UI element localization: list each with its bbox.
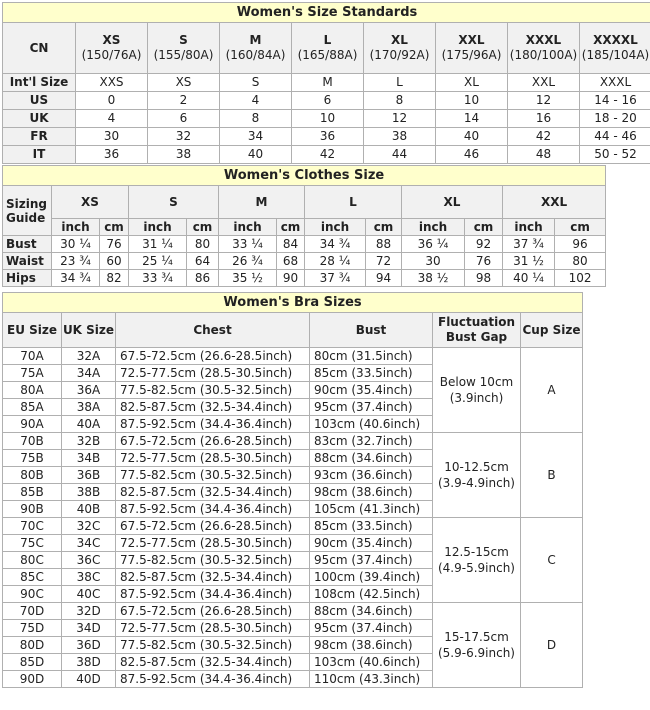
table-cell: 6 xyxy=(148,110,220,128)
bust-cell: 95cm (37.4inch) xyxy=(310,620,433,637)
table-cell: 36 ¼ xyxy=(402,236,465,253)
table-cell: 31 ½ xyxy=(503,253,555,270)
chest-cell: 72.5-77.5cm (28.5-30.5inch) xyxy=(116,620,310,637)
eu-size-cell: 85C xyxy=(3,569,62,586)
bust-gap-cell: Below 10cm (3.9inch) xyxy=(433,348,521,433)
table-cell: 96 xyxy=(555,236,606,253)
table-cell: 44 - 46 xyxy=(580,128,650,146)
table-cell: 38 xyxy=(148,146,220,164)
uk-size-cell: 34A xyxy=(62,365,116,382)
chest-cell: 87.5-92.5cm (34.4-36.4inch) xyxy=(116,416,310,433)
row-label: Int'l Size xyxy=(3,74,76,92)
uk-size-cell: 40C xyxy=(62,586,116,603)
unit-cm-header: cm xyxy=(187,219,219,236)
uk-size-cell: 40B xyxy=(62,501,116,518)
eu-size-cell: 90D xyxy=(3,671,62,688)
uk-size-cell: 32B xyxy=(62,433,116,450)
uk-size-cell: 38B xyxy=(62,484,116,501)
table-row xyxy=(3,146,650,164)
table-cell: 90 xyxy=(277,270,305,287)
size-standards-table xyxy=(2,2,650,164)
table-cell: 76 xyxy=(465,253,503,270)
table-cell: L xyxy=(364,74,436,92)
unit-cm-header: cm xyxy=(277,219,305,236)
table-cell: 50 - 52 xyxy=(580,146,650,164)
chest-cell: 67.5-72.5cm (26.6-28.5inch) xyxy=(116,518,310,535)
row-label: US xyxy=(3,92,76,110)
table-cell: 40 xyxy=(220,146,292,164)
table-cell: 68 xyxy=(277,253,305,270)
size-header: XL xyxy=(402,186,503,219)
cn-size-label: XS xyxy=(102,33,121,47)
chest-cell: 67.5-72.5cm (26.6-28.5inch) xyxy=(116,348,310,365)
bust-cell: 95cm (37.4inch) xyxy=(310,552,433,569)
bust-gap-cell: 10-12.5cm (3.9-4.9inch) xyxy=(433,433,521,518)
bust-cell: 95cm (37.4inch) xyxy=(310,399,433,416)
eu-size-cell: 75B xyxy=(3,450,62,467)
row-label: IT xyxy=(3,146,76,164)
size-header: S xyxy=(129,186,219,219)
unit-cm-header: cm xyxy=(465,219,503,236)
table-cell: 32 xyxy=(148,128,220,146)
table-cell: 8 xyxy=(220,110,292,128)
cn-size-header xyxy=(220,23,292,74)
cn-size-code: (155/80A) xyxy=(153,48,214,62)
table-row xyxy=(3,74,650,92)
table-cell: 37 ¾ xyxy=(503,236,555,253)
table-cell: 92 xyxy=(465,236,503,253)
bust-gap-cell: 15-17.5cm (5.9-6.9inch) xyxy=(433,603,521,688)
table-cell: XS xyxy=(148,74,220,92)
eu-size-cell: 90A xyxy=(3,416,62,433)
chest-cell: 82.5-87.5cm (32.5-34.4inch) xyxy=(116,569,310,586)
table-cell: 80 xyxy=(187,236,219,253)
table-cell: XXS xyxy=(76,74,148,92)
cn-size-code: (160/84A) xyxy=(225,48,286,62)
bust-cell: 83cm (32.7inch) xyxy=(310,433,433,450)
table-cell: XXXL xyxy=(580,74,650,92)
table-cell: 30 xyxy=(402,253,465,270)
eu-size-cell: 70C xyxy=(3,518,62,535)
table-cell: 38 xyxy=(364,128,436,146)
eu-size-cell: 80A xyxy=(3,382,62,399)
uk-size-cell: 40D xyxy=(62,671,116,688)
bust-gap-cell: 12.5-15cm (4.9-5.9inch) xyxy=(433,518,521,603)
table-row xyxy=(3,110,650,128)
table-cell: 64 xyxy=(187,253,219,270)
uk-size-cell: 36A xyxy=(62,382,116,399)
table-cell: 76 xyxy=(100,236,129,253)
table-cell: XXL xyxy=(508,74,580,92)
table-cell: 35 ½ xyxy=(219,270,277,287)
bust-cell: 88cm (34.6inch) xyxy=(310,603,433,620)
table-cell: 26 ¾ xyxy=(219,253,277,270)
cup-size-cell: D xyxy=(521,603,583,688)
uk-size-cell: 38C xyxy=(62,569,116,586)
uk-size-header: UK Size xyxy=(62,313,116,348)
table-cell: 82 xyxy=(100,270,129,287)
table-cell: 102 xyxy=(555,270,606,287)
table-row xyxy=(3,433,583,450)
table-row xyxy=(3,348,583,365)
eu-size-cell: 85B xyxy=(3,484,62,501)
unit-inch-header: inch xyxy=(503,219,555,236)
uk-size-cell: 36C xyxy=(62,552,116,569)
eu-size-header: EU Size xyxy=(3,313,62,348)
table-cell: 46 xyxy=(436,146,508,164)
table-cell: S xyxy=(220,74,292,92)
chest-cell: 72.5-77.5cm (28.5-30.5inch) xyxy=(116,535,310,552)
cn-size-header xyxy=(148,23,220,74)
size-header: M xyxy=(219,186,305,219)
table-cell: 12 xyxy=(364,110,436,128)
unit-inch-header: inch xyxy=(52,219,100,236)
uk-size-cell: 32C xyxy=(62,518,116,535)
table-cell: 36 xyxy=(76,146,148,164)
bust-cell: 80cm (31.5inch) xyxy=(310,348,433,365)
table-cell: 33 ¼ xyxy=(219,236,277,253)
eu-size-cell: 70D xyxy=(3,603,62,620)
table-cell: 84 xyxy=(277,236,305,253)
chest-cell: 77.5-82.5cm (30.5-32.5inch) xyxy=(116,637,310,654)
cn-size-label: S xyxy=(179,33,188,47)
table-cell: 44 xyxy=(364,146,436,164)
table-cell: 23 ¾ xyxy=(52,253,100,270)
bra-sizes-title: Women's Bra Sizes xyxy=(3,293,583,313)
row-label: Bust xyxy=(3,236,52,253)
chest-cell: 77.5-82.5cm (30.5-32.5inch) xyxy=(116,552,310,569)
eu-size-cell: 85A xyxy=(3,399,62,416)
table-row xyxy=(3,270,606,287)
uk-size-cell: 38D xyxy=(62,654,116,671)
bust-cell: 103cm (40.6inch) xyxy=(310,416,433,433)
cn-size-label: M xyxy=(249,33,262,47)
chest-cell: 82.5-87.5cm (32.5-34.4inch) xyxy=(116,399,310,416)
eu-size-cell: 90B xyxy=(3,501,62,518)
eu-size-cell: 85D xyxy=(3,654,62,671)
uk-size-cell: 34C xyxy=(62,535,116,552)
eu-size-cell: 80C xyxy=(3,552,62,569)
table-row xyxy=(3,253,606,270)
table-cell: 37 ¾ xyxy=(305,270,366,287)
chest-cell: 72.5-77.5cm (28.5-30.5inch) xyxy=(116,365,310,382)
table-cell: 14 xyxy=(436,110,508,128)
chest-cell: 72.5-77.5cm (28.5-30.5inch) xyxy=(116,450,310,467)
bra-header-row xyxy=(3,313,583,348)
size-header: L xyxy=(305,186,402,219)
bust-cell: 108cm (42.5inch) xyxy=(310,586,433,603)
table-cell: 40 xyxy=(436,128,508,146)
eu-size-cell: 75C xyxy=(3,535,62,552)
table-cell: 33 ¾ xyxy=(129,270,187,287)
uk-size-cell: 38A xyxy=(62,399,116,416)
table-cell: 40 ¼ xyxy=(503,270,555,287)
table-cell: 34 xyxy=(220,128,292,146)
table-cell: 8 xyxy=(364,92,436,110)
bust-header: Bust xyxy=(310,313,433,348)
unit-inch-header: inch xyxy=(129,219,187,236)
uk-size-cell: 40A xyxy=(62,416,116,433)
chest-cell: 67.5-72.5cm (26.6-28.5inch) xyxy=(116,433,310,450)
table-cell: 30 xyxy=(76,128,148,146)
table-cell: 80 xyxy=(555,253,606,270)
table-cell: 60 xyxy=(100,253,129,270)
bust-cell: 90cm (35.4inch) xyxy=(310,535,433,552)
bust-cell: 88cm (34.6inch) xyxy=(310,450,433,467)
table-cell: 72 xyxy=(366,253,402,270)
cup-size-header: Cup Size xyxy=(521,313,583,348)
table-cell: XL xyxy=(436,74,508,92)
bust-cell: 98cm (38.6inch) xyxy=(310,484,433,501)
cn-size-header xyxy=(292,23,364,74)
table-cell: 36 xyxy=(292,128,364,146)
table-row xyxy=(3,518,583,535)
eu-size-cell: 70B xyxy=(3,433,62,450)
cn-size-code: (180/100A) xyxy=(509,48,578,62)
size-standards-header-row xyxy=(3,23,650,74)
bust-gap-header: Fluctuation Bust Gap xyxy=(433,313,521,348)
table-cell: 34 ¾ xyxy=(52,270,100,287)
cn-size-header xyxy=(76,23,148,74)
chest-cell: 77.5-82.5cm (30.5-32.5inch) xyxy=(116,467,310,484)
chest-cell: 82.5-87.5cm (32.5-34.4inch) xyxy=(116,484,310,501)
row-label: UK xyxy=(3,110,76,128)
bust-cell: 105cm (41.3inch) xyxy=(310,501,433,518)
eu-size-cell: 80D xyxy=(3,637,62,654)
chest-cell: 87.5-92.5cm (34.4-36.4inch) xyxy=(116,586,310,603)
table-cell: M xyxy=(292,74,364,92)
table-cell: 2 xyxy=(148,92,220,110)
bust-cell: 103cm (40.6inch) xyxy=(310,654,433,671)
corner-cell-sizing-guide: Sizing Guide xyxy=(3,186,52,236)
eu-size-cell: 70A xyxy=(3,348,62,365)
clothes-size-header-row xyxy=(3,186,606,219)
cn-size-header xyxy=(580,23,650,74)
chest-cell: 77.5-82.5cm (30.5-32.5inch) xyxy=(116,382,310,399)
chest-header: Chest xyxy=(116,313,310,348)
table-cell: 38 ½ xyxy=(402,270,465,287)
table-cell: 28 ¼ xyxy=(305,253,366,270)
table-row xyxy=(3,603,583,620)
table-cell: 30 ¼ xyxy=(52,236,100,253)
uk-size-cell: 34D xyxy=(62,620,116,637)
bust-cell: 98cm (38.6inch) xyxy=(310,637,433,654)
eu-size-cell: 80B xyxy=(3,467,62,484)
chest-cell: 87.5-92.5cm (34.4-36.4inch) xyxy=(116,501,310,518)
table-cell: 16 xyxy=(508,110,580,128)
chest-cell: 67.5-72.5cm (26.6-28.5inch) xyxy=(116,603,310,620)
table-cell: 48 xyxy=(508,146,580,164)
cup-size-cell: B xyxy=(521,433,583,518)
cn-size-header xyxy=(364,23,436,74)
eu-size-cell: 75A xyxy=(3,365,62,382)
unit-cm-header: cm xyxy=(555,219,606,236)
bust-cell: 85cm (33.5inch) xyxy=(310,365,433,382)
table-cell: 31 ¼ xyxy=(129,236,187,253)
table-cell: 34 ¾ xyxy=(305,236,366,253)
table-cell: 18 - 20 xyxy=(580,110,650,128)
cn-size-code: (185/104A) xyxy=(581,48,650,62)
row-label: FR xyxy=(3,128,76,146)
table-cell: 10 xyxy=(436,92,508,110)
bust-cell: 90cm (35.4inch) xyxy=(310,382,433,399)
table-cell: 98 xyxy=(465,270,503,287)
cn-size-code: (170/92A) xyxy=(369,48,430,62)
bust-cell: 85cm (33.5inch) xyxy=(310,518,433,535)
cup-size-cell: C xyxy=(521,518,583,603)
chest-cell: 87.5-92.5cm (34.4-36.4inch) xyxy=(116,671,310,688)
row-label: Hips xyxy=(3,270,52,287)
table-cell: 88 xyxy=(366,236,402,253)
cup-size-cell: A xyxy=(521,348,583,433)
unit-inch-header: inch xyxy=(402,219,465,236)
bust-cell: 110cm (43.3inch) xyxy=(310,671,433,688)
uk-size-cell: 32A xyxy=(62,348,116,365)
cn-size-label: XL xyxy=(391,33,408,47)
uk-size-cell: 36B xyxy=(62,467,116,484)
table-cell: 0 xyxy=(76,92,148,110)
table-cell: 6 xyxy=(292,92,364,110)
table-cell: 86 xyxy=(187,270,219,287)
cn-size-label: XXL xyxy=(458,33,485,47)
bust-cell: 93cm (36.6inch) xyxy=(310,467,433,484)
clothes-size-table xyxy=(2,165,606,287)
table-cell: 94 xyxy=(366,270,402,287)
cn-size-label: XXXXL xyxy=(593,33,638,47)
size-header: XS xyxy=(52,186,129,219)
table-cell: 10 xyxy=(292,110,364,128)
cn-size-code: (175/96A) xyxy=(441,48,502,62)
cn-size-header xyxy=(508,23,580,74)
unit-cm-header: cm xyxy=(100,219,129,236)
table-cell: 42 xyxy=(292,146,364,164)
cn-size-label: XXXL xyxy=(525,33,562,47)
bust-cell: 100cm (39.4inch) xyxy=(310,569,433,586)
size-standards-title: Women's Size Standards xyxy=(3,3,650,23)
table-row xyxy=(3,236,606,253)
eu-size-cell: 75D xyxy=(3,620,62,637)
bra-sizes-table xyxy=(2,292,583,688)
row-label: Waist xyxy=(3,253,52,270)
table-cell: 12 xyxy=(508,92,580,110)
table-cell: 25 ¼ xyxy=(129,253,187,270)
table-row xyxy=(3,92,650,110)
cn-size-code: (165/88A) xyxy=(297,48,358,62)
clothes-size-title: Women's Clothes Size xyxy=(3,166,606,186)
cn-size-header xyxy=(436,23,508,74)
unit-header-row xyxy=(3,219,606,236)
chest-cell: 82.5-87.5cm (32.5-34.4inch) xyxy=(116,654,310,671)
uk-size-cell: 36D xyxy=(62,637,116,654)
table-cell: 42 xyxy=(508,128,580,146)
unit-inch-header: inch xyxy=(305,219,366,236)
table-cell: 4 xyxy=(76,110,148,128)
unit-inch-header: inch xyxy=(219,219,277,236)
table-cell: 4 xyxy=(220,92,292,110)
uk-size-cell: 34B xyxy=(62,450,116,467)
unit-cm-header: cm xyxy=(366,219,402,236)
cn-size-code: (150/76A) xyxy=(81,48,142,62)
uk-size-cell: 32D xyxy=(62,603,116,620)
corner-cell-cn: CN xyxy=(3,23,76,74)
eu-size-cell: 90C xyxy=(3,586,62,603)
size-header: XXL xyxy=(503,186,606,219)
table-row xyxy=(3,128,650,146)
cn-size-label: L xyxy=(323,33,332,47)
table-cell: 14 - 16 xyxy=(580,92,650,110)
